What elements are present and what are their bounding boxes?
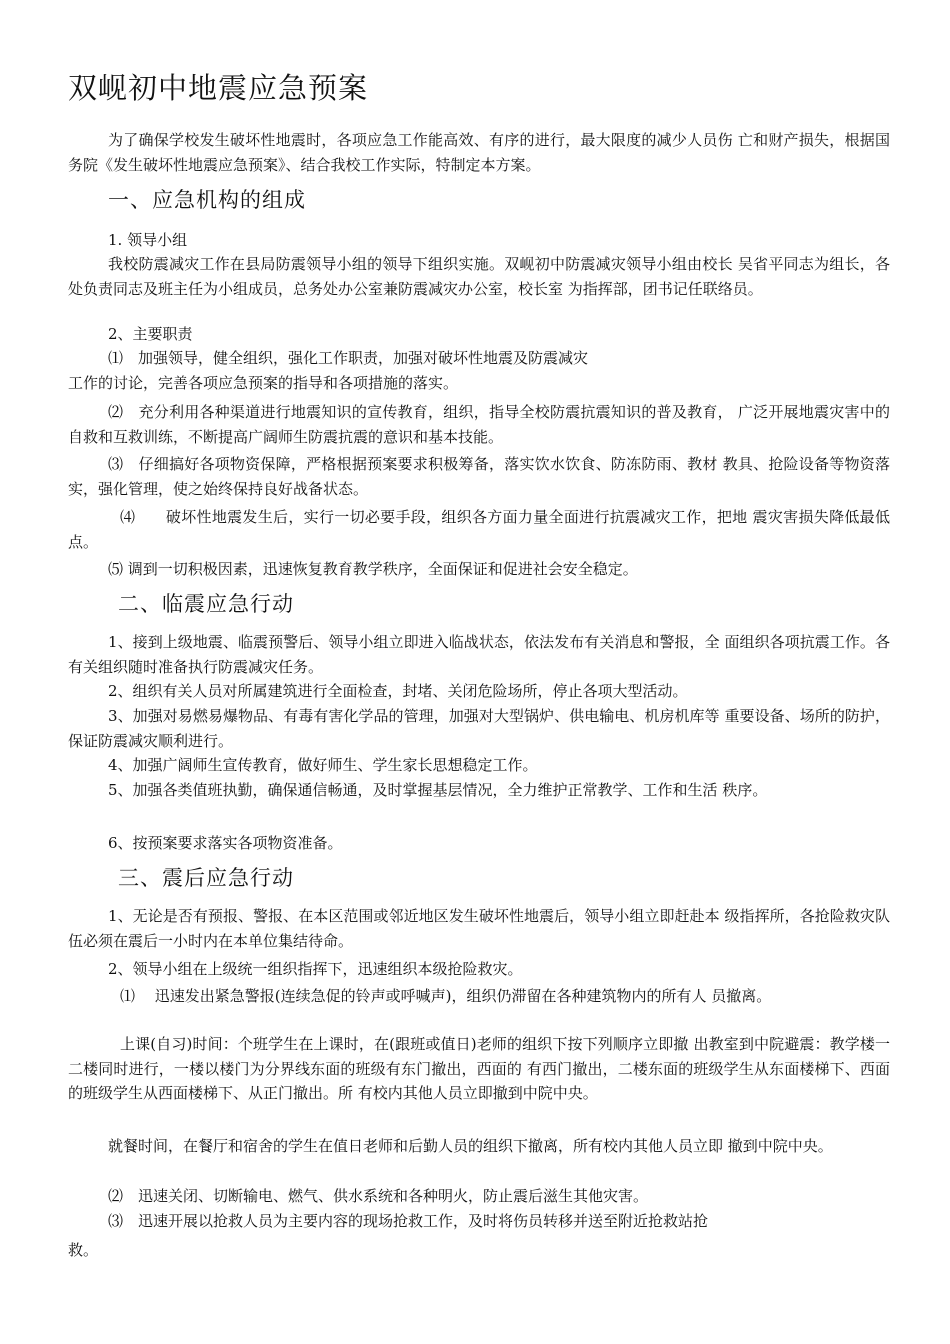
shutdown-utilities-item: ⑵ 迅速关闭、切断输电、燃气、供水系统和各种明火，防止震后滋生其他灾害。	[108, 1187, 649, 1205]
evacuation-alarm-item: ⑴ 迅速发出紧急警报(连续急促的铃声或呼喊声)，组织仍滞留在各种建筑物内的所有人 员撤离。	[120, 987, 772, 1005]
duty-item-3: ⑶ 仔细搞好各项物资保障，严格根据预案要求积极筹备，落实饮水饮食、防冻防雨、教材 教具、抢险设备等物资落实，强化管理，使之始终保持良好战备状态。	[68, 455, 890, 498]
pre-quake-item-1: 1、接到上级地震、临震预警后、领导小组立即进入临战状态，依法发布有关消息和警报，全 面组织各项抗震工作。各有关组织随时准备执行防震减灾任务。	[68, 633, 890, 676]
pre-quake-item-5: 5、加强各类值班执勤，确保通信畅通，及时掌握基层情况，全力维护正常教学、工作和生活 秩序。	[108, 781, 768, 799]
intro-paragraph: 为了确保学校发生破坏性地震时，各项应急工作能高效、有序的进行，最大限度的减少人员伤 亡和财产损失，根据国务院《发生破坏性地震应急预案》、结合我校工作实际，特制定本方案。	[68, 131, 890, 174]
section-heading-post-earthquake: 三、震后应急行动	[118, 866, 294, 890]
document-title: 双岘初中地震应急预案	[68, 71, 369, 105]
leadership-paragraph: 我校防震减灾工作在县局防震领导小组的领导下组织实施。双岘初中防震减灾领导小组由校长 吴省平同志为组长，各处负责同志及班主任为小组成员，总务处办公室兼防震减灾办公室，校长室 为指挥部，团书记任联络员。	[68, 255, 890, 298]
pre-quake-item-6: 6、按预案要求落实各项物资准备。	[108, 834, 343, 852]
pre-quake-item-2: 2、组织有关人员对所属建筑进行全面检查，封堵、关闭危险场所，停止各项大型活动。	[108, 682, 688, 700]
duty-item-5: ⑸ 调到一切积极因素，迅速恢复教育教学秩序，全面保证和促进社会安全稳定。	[108, 560, 638, 578]
class-time-evacuation-paragraph: 上课(自习)时间：个班学生在上课时，在(跟班或值日)老师的组织下按下列顺序立即撤 出教室到中院避震：教学楼一二楼同时进行，一楼以楼门为分界线东面的班级有东门撤出，西面的 有西门撤出，二楼东面的班级学生从东面楼梯下、西面的班级学生从西面楼梯下、从正门撤出。所 有校内其他人员立即撤到中院中央。	[68, 1035, 890, 1102]
pre-quake-item-3: 3、加强对易燃易爆物品、有毒有害化学品的管理，加强对大型锅炉、供电输电、机房机库等 重要设备、场所的防护，保证防震减灾顺利进行。	[68, 707, 890, 750]
duty-item-4: ⑷ 破坏性地震发生后，实行一切必要手段，组织各方面力量全面进行抗震减灾工作，把地 震灾害损失降低最低点。	[68, 508, 890, 551]
post-quake-item-1: 1、无论是否有预报、警报、在本区范围或邻近地区发生破坏性地震后，领导小组立即赶赴本 级指挥所，各抢险救灾队伍必须在震后一小时内在本单位集结待命。	[68, 907, 890, 950]
duty-item-1-line1: ⑴ 加强领导，健全组织，强化工作职责，加强对破坏性地震及防震减灾	[108, 349, 589, 367]
duty-item-1-line2: 工作的讨论，完善各项应急预案的指导和各项措施的落实。	[68, 374, 459, 392]
section-heading-organization: 一、应急机构的组成	[108, 188, 306, 212]
subheading-leadership-group: 1. 领导小组	[108, 231, 188, 249]
meal-time-evacuation-paragraph: 就餐时间，在餐厅和宿舍的学生在值日老师和后勤人员的组织下撤离，所有校内其他人员立即 撤到中院中央。	[108, 1137, 833, 1155]
subheading-main-duties: 2、主要职责	[108, 325, 193, 343]
post-quake-item-2: 2、领导小组在上级统一组织指挥下，迅速组织本级抢险救灾。	[108, 960, 523, 978]
pre-quake-item-4: 4、加强广阔师生宣传教育，做好师生、学生家长思想稳定工作。	[108, 756, 538, 774]
rescue-item-line2: 救。	[68, 1241, 99, 1259]
rescue-item-line1: ⑶ 迅速开展以抢救人员为主要内容的现场抢救工作，及时将伤员转移并送至附近抢救站抢	[108, 1212, 709, 1230]
section-heading-pre-earthquake: 二、临震应急行动	[118, 592, 294, 616]
duty-item-2: ⑵ 充分利用各种渠道进行地震知识的宣传教育，组织，指导全校防震抗震知识的普及教育， 广泛开展地震灾害中的自救和互救训练，不断提高广阔师生防震抗震的意识和基本技能。	[68, 403, 890, 446]
